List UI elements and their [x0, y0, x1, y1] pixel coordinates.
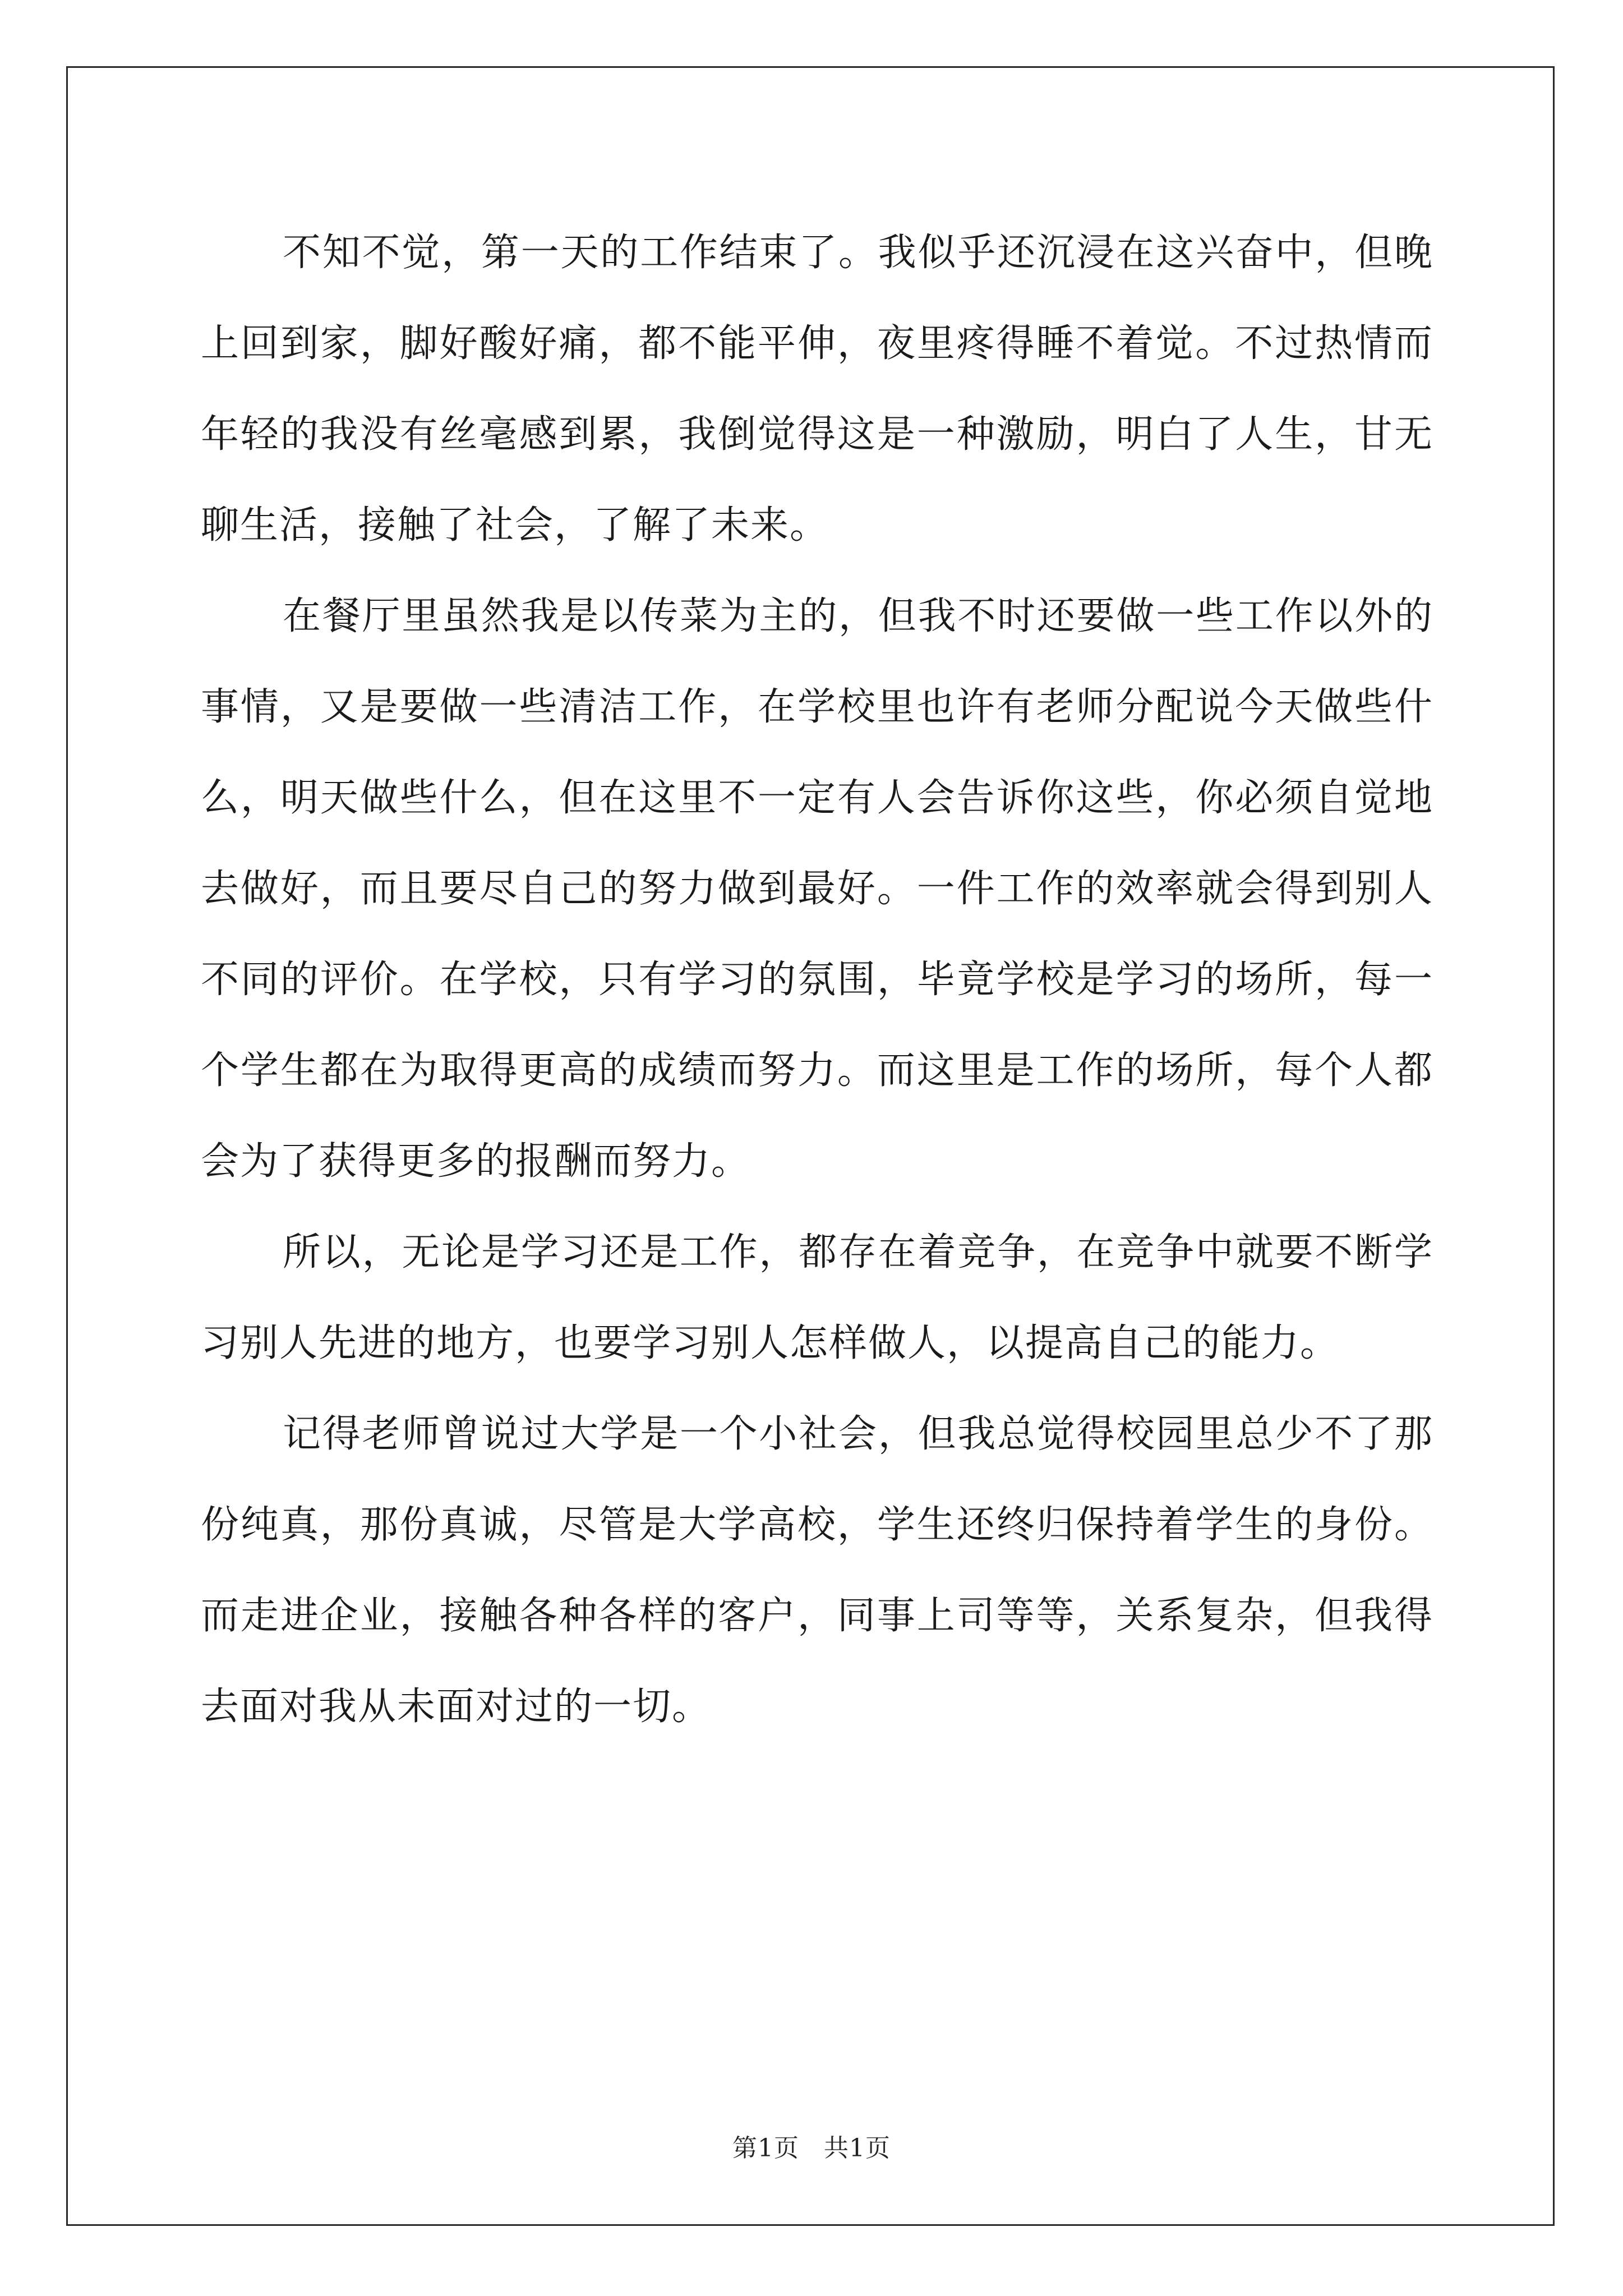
paragraph-1: 不知不觉，第一天的工作结束了。我似乎还沉浸在这兴奋中，但晚上回到家，脚好酸好痛，都不能平伸，夜里疼得睡不着觉。不过热情而年轻的我没有丝毫感到累，我倒觉得这是一种激励，明白了人生，甘无聊生活，接触了社会，了解了未来。: [201, 231, 1433, 547]
paragraph-2: 在餐厅里虽然我是以传菜为主的，但我不时还要做一些工作以外的事情，又是要做一些清洁工作，在学校里也许有老师分配说今天做些什么，明天做些什么，但在这里不一定有人会告诉你这些，你必须自觉地去做好，而且要尽自己的努力做到最好。一件工作的效率就会得到别人不同的评价。在学校，只有学习的氛围，毕竟学校是学习的场所，每一个学生都在为取得更高的成绩而努力。而这里是工作的场所，每个人都会为了获得更多的报酬而努力。: [201, 594, 1433, 1184]
page-footer: [0, 2132, 1623, 2165]
page-number: 第1页: [732, 2134, 799, 2162]
document-body: [201, 208, 1433, 1752]
paragraph-3: 所以，无论是学习还是工作，都存在着竞争，在竞争中就要不断学习别人先进的地方，也要学习别人怎样做人，以提高自己的能力。: [201, 1230, 1433, 1365]
page-total: 共1页: [824, 2134, 891, 2162]
paragraph-4: 记得老师曾说过大学是一个小社会，但我总觉得校园里总少不了那份纯真，那份真诚，尽管是大学高校，学生还终归保持着学生的身份。而走进企业，接触各种各样的客户，同事上司等等，关系复杂，但我得去面对我从未面对过的一切。: [201, 1412, 1433, 1729]
